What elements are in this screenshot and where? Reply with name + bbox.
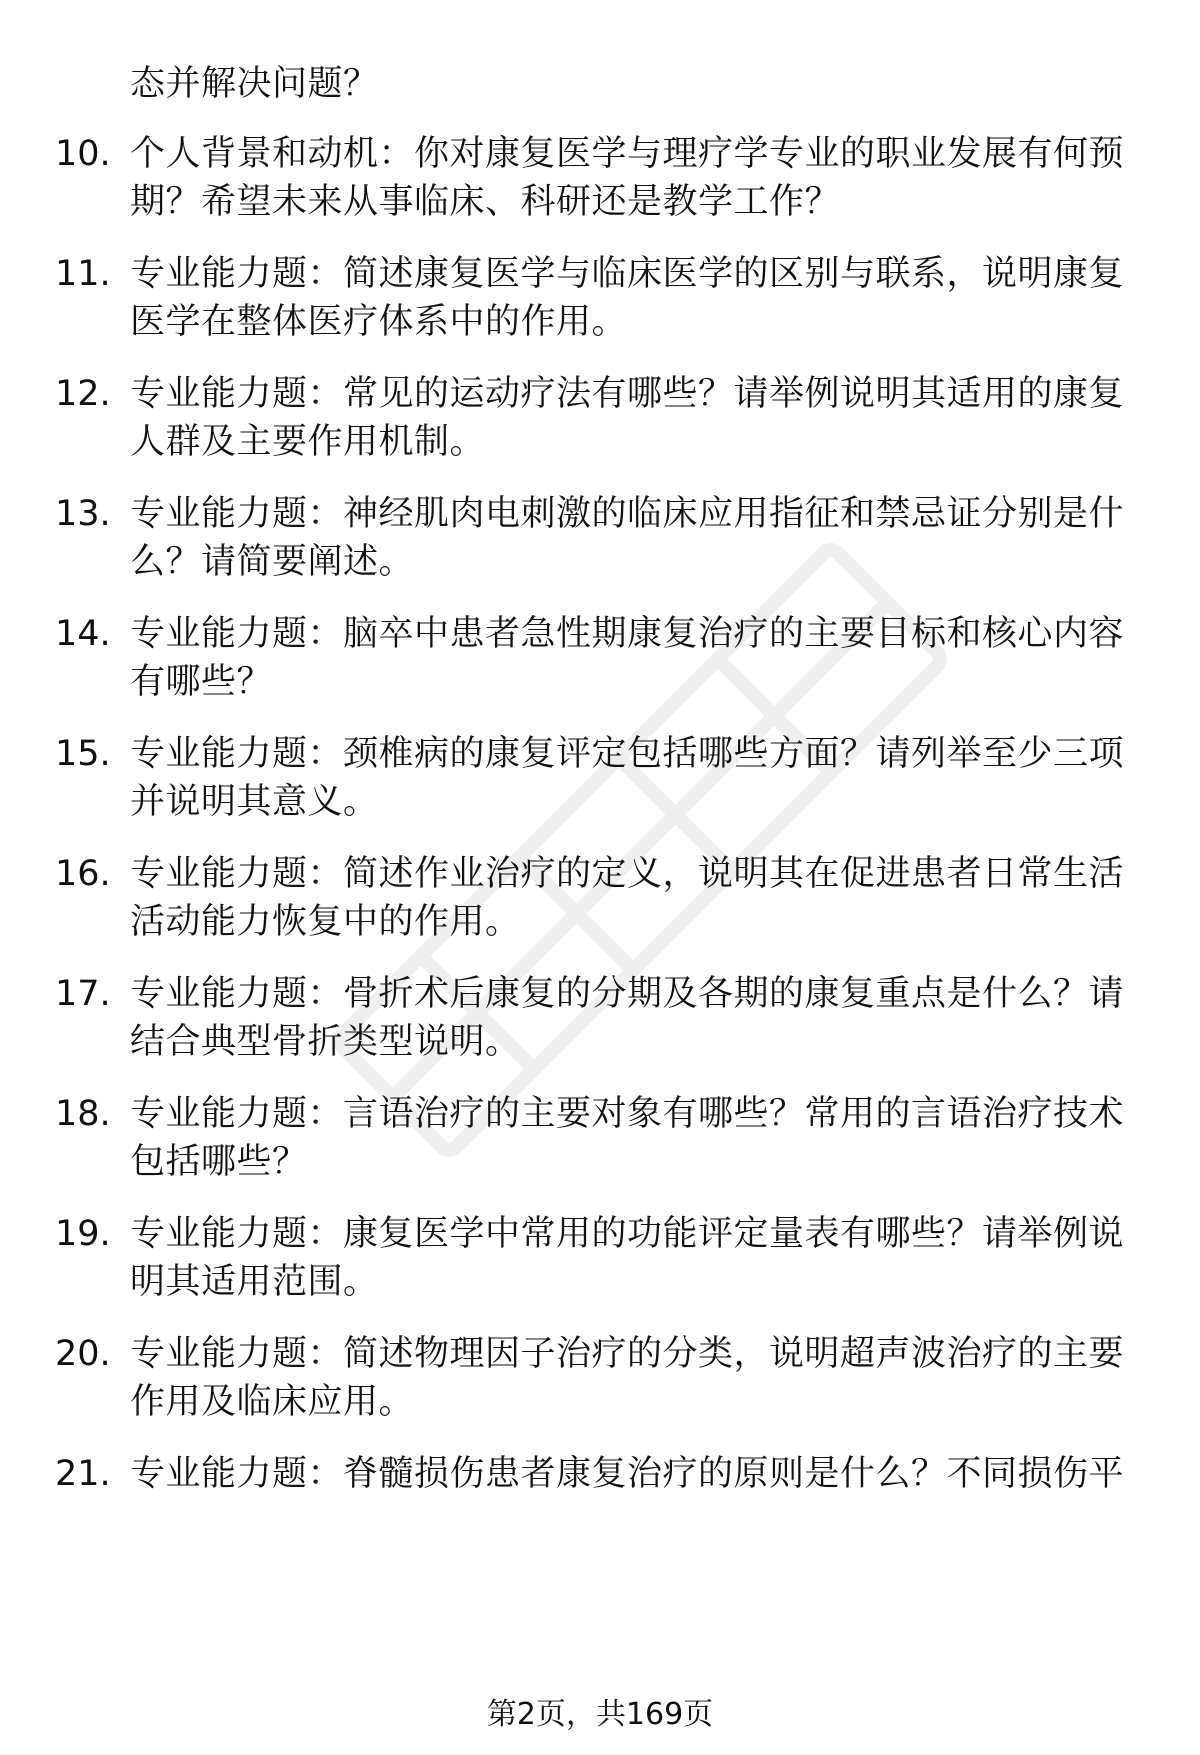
item-text-line: 专业能力题：简述作业治疗的定义，说明其在促进患者日常生活	[130, 854, 1125, 894]
item-text-line: 专业能力题：脊髓损伤患者康复治疗的原则是什么？不同损伤平	[130, 1454, 1125, 1494]
item-text-line: 人群及主要作用机制。	[130, 422, 486, 462]
item-text-line: 包括哪些？	[130, 1142, 308, 1182]
item-text-line: 医学在整体医疗体系中的作用。	[130, 302, 628, 342]
item-text-line: 活动能力恢复中的作用。	[130, 902, 521, 942]
item-number: 15.	[55, 734, 111, 774]
page-footer: 第2页，共169页	[486, 1697, 714, 1732]
item-number: 10.	[55, 134, 111, 174]
item-text-line: 专业能力题：神经肌肉电刺激的临床应用指征和禁忌证分别是什	[130, 494, 1125, 534]
item-text-line: 专业能力题：简述康复医学与临床医学的区别与联系，说明康复	[130, 254, 1125, 294]
item-text-line: 专业能力题：脑卒中患者急性期康复治疗的主要目标和核心内容	[130, 614, 1125, 654]
item-text-line: 专业能力题：康复医学中常用的功能评定量表有哪些？请举例说	[130, 1214, 1125, 1254]
item-text-line: 期？希望未来从事临床、科研还是教学工作？	[130, 182, 841, 222]
item-number: 20.	[55, 1334, 111, 1374]
item-number: 12.	[55, 374, 111, 414]
item-text-line: 作用及临床应用。	[130, 1382, 415, 1422]
item-number: 16.	[55, 854, 111, 894]
item-number: 14.	[55, 614, 111, 654]
item-text-line: 专业能力题：简述物理因子治疗的分类，说明超声波治疗的主要	[130, 1334, 1125, 1374]
item-text-line: 有哪些？	[130, 662, 273, 702]
item-number: 13.	[55, 494, 111, 534]
item-text-line: 明其适用范围。	[130, 1262, 379, 1302]
item-text-line: 专业能力题：骨折术后康复的分期及各期的康复重点是什么？请	[130, 974, 1125, 1014]
item-number: 11.	[55, 254, 111, 294]
item-text-line: 并说明其意义。	[130, 782, 379, 822]
item-text-line: 专业能力题：常见的运动疗法有哪些？请举例说明其适用的康复	[130, 374, 1125, 414]
item-text-line: 结合典型骨折类型说明。	[130, 1022, 521, 1062]
item-text-line: 专业能力题：颈椎病的康复评定包括哪些方面？请列举至少三项	[130, 734, 1125, 774]
item-number: 21.	[55, 1454, 111, 1494]
item-number: 17.	[55, 974, 111, 1014]
item-number: 18.	[55, 1094, 111, 1134]
continued-line: 态并解决问题？	[130, 64, 379, 104]
item-text-line: 个人背景和动机：你对康复医学与理疗学专业的职业发展有何预	[130, 134, 1125, 174]
item-number: 19.	[55, 1214, 111, 1254]
item-text-line: 专业能力题：言语治疗的主要对象有哪些？常用的言语治疗技术	[130, 1094, 1125, 1134]
item-text-line: 么？请简要阐述。	[130, 542, 415, 582]
